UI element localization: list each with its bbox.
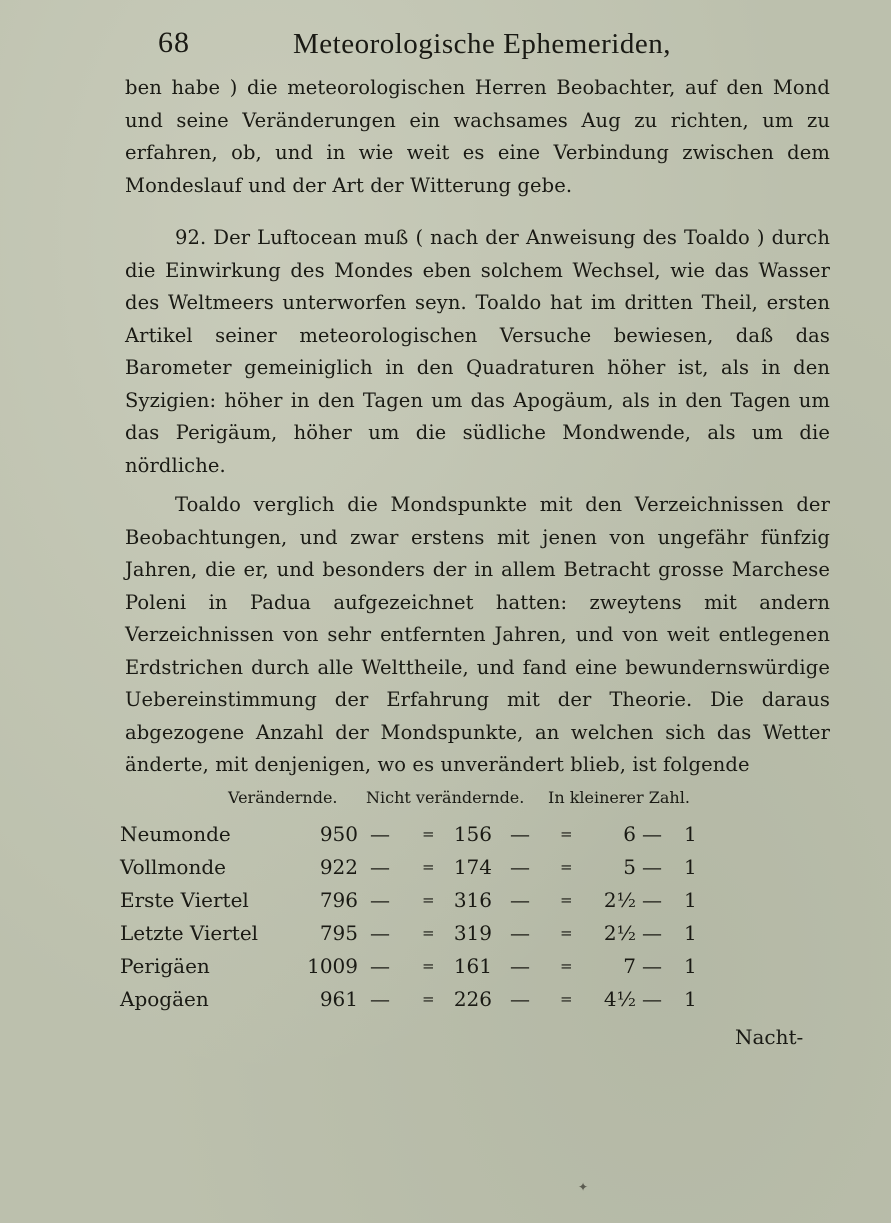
ratio-value: 5 — [623, 855, 636, 879]
page-header — [150, 22, 790, 70]
equals-mark: = — [560, 924, 573, 942]
table-row — [118, 950, 758, 983]
equals-mark: = — [560, 858, 573, 876]
equals-mark: = — [422, 891, 435, 909]
running-title: Meteorologische Ephemeriden, — [293, 28, 671, 60]
equals-mark: = — [560, 957, 573, 975]
not-changing-count: 319 — [453, 921, 492, 945]
ratio-one: 1 — [684, 888, 697, 912]
paragraph-toaldo-comparison: Toaldo verglich die Mondspunkte mit den Verzeichnissen der Beobachtungen, und zwar erstens mit jenen von ungefähr fünfzig Jahren, die er, und besonders der in allem Betracht grosse Marchese Poleni in Padua aufgezeichnet hatten: zweytens mit andern Verzeichnissen von sehr entfernten Jahren, und von weit entlegenen Erdstrichen durch alle Welttheile, und fand eine bewundernswürdige Uebereinstimmung der Erfahrung mit der Theorie. Die daraus abgezogene Anzahl der Mondspunkte, an welchen sich das Wetter änderte, mit denjenigen, wo es unverändert blieb, ist folgende — [125, 493, 830, 776]
dash: — — [510, 987, 530, 1011]
ratio-one: 1 — [684, 954, 697, 978]
table-row — [118, 917, 758, 950]
row-label: Vollmonde — [120, 855, 226, 879]
dash: — — [370, 855, 390, 879]
dash: — — [510, 822, 530, 846]
moon-points-table — [118, 788, 758, 1028]
changing-count: 950 — [319, 822, 358, 846]
row-label: Erste Viertel — [120, 888, 249, 912]
table-row — [118, 851, 758, 884]
equals-mark: = — [560, 891, 573, 909]
row-label: Apogäen — [120, 987, 209, 1011]
equals-mark: = — [422, 990, 435, 1008]
dash: — — [642, 855, 662, 879]
dash: — — [642, 888, 662, 912]
ratio-value: 2½ — [603, 888, 636, 912]
equals-mark: = — [422, 957, 435, 975]
dash: — — [642, 987, 662, 1011]
ratio-value: 7 — [623, 954, 636, 978]
dash: — — [370, 921, 390, 945]
dash: — — [642, 921, 662, 945]
ratio-one: 1 — [684, 987, 697, 1011]
ratio-one: 1 — [684, 855, 697, 879]
row-label: Perigäen — [120, 954, 210, 978]
dash: — — [510, 954, 530, 978]
dash: — — [510, 855, 530, 879]
ratio-one: 1 — [684, 921, 697, 945]
equals-mark: = — [560, 825, 573, 843]
ratio-value: 4½ — [603, 987, 636, 1011]
table-header-not-changing: Nicht verändernde. — [366, 788, 525, 807]
changing-count: 795 — [319, 921, 358, 945]
changing-count: 796 — [319, 888, 358, 912]
equals-mark: = — [422, 924, 435, 942]
paper-speck-icon: ✦ — [578, 1180, 589, 1194]
table-row — [118, 983, 758, 1016]
catchword: Nacht- — [735, 1025, 804, 1049]
dash: — — [510, 921, 530, 945]
page-number: 68 — [158, 26, 190, 59]
row-label: Neumonde — [120, 822, 231, 846]
table-row — [118, 818, 758, 851]
equals-mark: = — [422, 858, 435, 876]
ratio-value: 2½ — [603, 921, 636, 945]
equals-mark: = — [422, 825, 435, 843]
not-changing-count: 226 — [453, 987, 492, 1011]
changing-count: 961 — [319, 987, 358, 1011]
not-changing-count: 316 — [453, 888, 492, 912]
dash: — — [642, 954, 662, 978]
ratio-one: 1 — [684, 822, 697, 846]
changing-count: 1009 — [307, 954, 358, 978]
equals-mark: = — [560, 990, 573, 1008]
changing-count: 922 — [319, 855, 358, 879]
paragraph-continuation: ben habe ) die meteorologischen Herren Beobachter, auf den Mond und seine Veränderungen ein wachsames Aug zu richten, um zu erfahren, ob, und in wie weit es eine Verbindung zwischen dem Mondeslauf und der Art der Witterung gebe. — [125, 76, 830, 197]
dash: — — [510, 888, 530, 912]
dash: — — [370, 822, 390, 846]
table-row — [118, 884, 758, 917]
dash: — — [370, 954, 390, 978]
dash: — — [370, 888, 390, 912]
not-changing-count: 156 — [453, 822, 492, 846]
paragraph-92: 92. Der Luftocean muß ( nach der Anweisung des Toaldo ) durch die Einwirkung des Mondes eben solchem Wechsel, wie das Wasser des Weltmeers unterworfen seyn. Toaldo hat im dritten Theil, ersten Artikel seiner meteorologischen Versuche bewiesen, daß das Barometer gemeiniglich in den Quadraturen höher ist, als in den Syzigien: höher in den Tagen um das Apogäum, als in den Tagen um das Perigäum, höher um die südliche Mondwende, als um die nördliche. — [125, 226, 830, 477]
dash: — — [370, 987, 390, 1011]
table-header-ratio: In kleinerer Zahl. — [548, 788, 690, 807]
row-label: Letzte Viertel — [120, 921, 259, 945]
ratio-value: 6 — [623, 822, 636, 846]
not-changing-count: 161 — [453, 954, 492, 978]
dash: — — [642, 822, 662, 846]
not-changing-count: 174 — [453, 855, 492, 879]
table-header-changing: Verändernde. — [228, 788, 338, 807]
